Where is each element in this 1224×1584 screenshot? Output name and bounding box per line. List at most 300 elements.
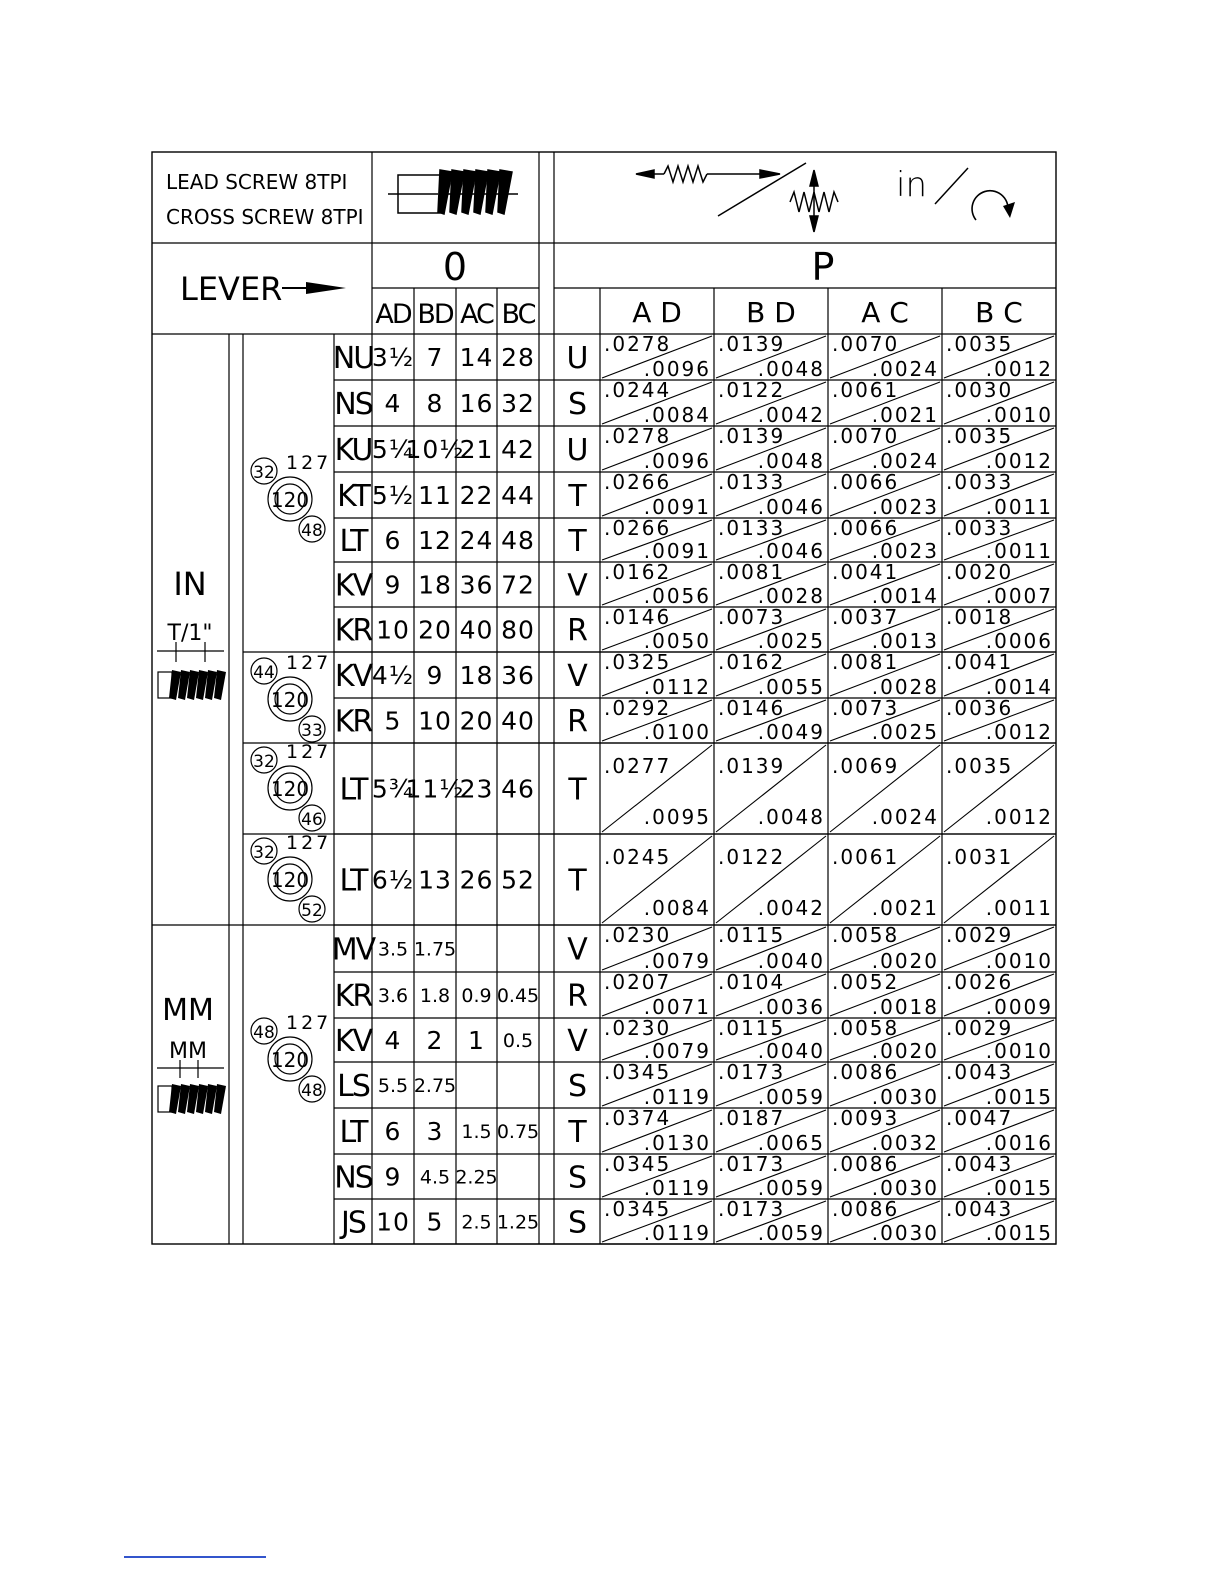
feed-longitudinal: .0018 [946,605,1014,629]
o-value: 9 [426,661,444,690]
feed-cross: .0020 [871,1039,939,1063]
o-value: 3.6 [377,985,409,1007]
o-value: 4 [384,389,402,418]
feed-longitudinal: .0122 [718,845,786,869]
row-code: NU [332,341,374,376]
revolution-icon [972,191,1015,220]
feed-cross: .0015 [985,1085,1053,1109]
feed-cross: .0015 [985,1176,1053,1200]
row-code: MV [331,932,375,968]
row-code: JS [341,1205,365,1241]
feed-cross: .0030 [871,1221,939,1245]
p-letter: S [567,1205,588,1241]
o-value: 9 [384,570,402,600]
feed-longitudinal: .0104 [718,970,786,994]
o-value: 3.5 [377,938,409,961]
lever-label: LEVER [180,270,283,308]
o-value: 14 [459,343,494,372]
feed-longitudinal: .0093 [832,1106,900,1130]
feed-cross: .0100 [643,720,711,744]
feed-cross: .0023 [871,539,939,563]
feed-cross: .0014 [985,675,1053,699]
o-value: 10 [376,615,410,645]
feed-cross: .0059 [757,1221,825,1245]
feed-longitudinal: .0245 [604,845,672,869]
p-column-header: B C [975,296,1023,329]
feed-longitudinal: .0115 [718,923,786,947]
cross-screw-label: CROSS SCREW 8TPI [166,205,364,229]
o-value: 4.5 [419,1166,451,1189]
feed-longitudinal: .0115 [718,1016,786,1040]
feed-longitudinal: .0041 [946,650,1014,674]
o-value: 0.5 [502,1030,534,1052]
o-value: 1.8 [419,985,451,1007]
feed-cross: .0084 [643,403,711,427]
feed-longitudinal: .0066 [832,516,900,540]
p-letter: R [567,979,588,1014]
feed-cross: .0024 [871,805,939,829]
feed-longitudinal: .0030 [946,378,1014,402]
p-letter: R [567,704,588,740]
feed-longitudinal: .0058 [832,1016,900,1040]
o-value: 6½ [371,865,415,895]
feed-longitudinal: .0073 [832,696,900,720]
feed-cross: .0048 [757,357,825,381]
feed-cross: .0050 [643,629,711,653]
o-value: 8 [426,389,444,418]
o-value: 36 [459,570,494,600]
feed-longitudinal: .0081 [832,650,900,674]
row-code: LT [339,863,367,899]
o-value: 44 [501,481,535,510]
feed-longitudinal: .0133 [718,470,786,494]
feed-cross: .0049 [757,720,825,744]
feed-cross: .0042 [757,896,825,920]
feed-longitudinal: .0081 [718,560,786,584]
o-value: 3½ [371,343,415,372]
o-value: 1.5 [461,1121,492,1143]
feed-cross: .0046 [757,495,825,519]
mm-thread-icon [158,1084,226,1114]
o-value: 3 [426,1117,444,1146]
feed-longitudinal: .0139 [718,754,786,778]
feed-cross: .0030 [871,1176,939,1200]
o-value: 9 [384,1162,402,1192]
o-value: 1.75 [413,938,457,961]
feed-cross: .0015 [985,1221,1053,1245]
row-code: KR [334,613,372,649]
compound-gear-teeth: 127 [286,832,332,854]
p-letter: S [567,387,588,422]
idler-gear-teeth: 120 [270,868,310,892]
feed-cross: .0016 [985,1131,1053,1155]
o-value: 0.45 [496,985,540,1007]
feed-cross: .0012 [985,449,1053,473]
p-letter: T [568,479,587,514]
o-column-header: BC [501,299,535,330]
feed-units-label: in [896,165,927,205]
p-column-header: B D [746,296,796,329]
driven-gear-teeth: 48 [301,1081,323,1101]
gear-train-diagram [251,741,331,831]
feed-longitudinal: .0173 [718,1060,786,1084]
row-code: LS [337,1069,369,1104]
feed-longitudinal: .0146 [604,605,672,629]
feed-cross: .0056 [643,584,711,608]
o-value: 0.9 [461,985,492,1007]
group-p-title: P [811,245,835,289]
feed-cross: .0079 [643,1039,711,1063]
feed-cross: .0021 [871,896,939,920]
driven-gear-teeth: 52 [301,901,323,921]
row-code: KR [334,979,372,1014]
o-value: 36 [501,661,535,690]
driven-gear-teeth: 46 [301,810,323,830]
feed-longitudinal: .0070 [832,332,900,356]
o-value: 32 [501,389,535,418]
gear-train-diagram [251,652,331,742]
feed-longitudinal: .0277 [604,754,672,778]
o-value: 2 [426,1026,444,1055]
row-code: KV [334,1024,372,1059]
feed-longitudinal: .0086 [832,1060,900,1084]
o-value: 5½ [371,481,415,510]
feed-cross: .0046 [757,539,825,563]
p-letter: V [567,568,588,604]
cross-feed-icon [790,170,838,232]
idler-gear-teeth: 120 [270,488,310,512]
feed-cross: .0042 [757,403,825,427]
feed-cross: .0021 [871,403,939,427]
feed-longitudinal: .0069 [832,754,900,778]
feed-cross: .0007 [985,584,1053,608]
feed-cross: .0024 [871,357,939,381]
feed-longitudinal: .0139 [718,332,786,356]
row-code: NS [334,1160,372,1196]
feed-cross: .0096 [643,357,711,381]
feed-longitudinal: .0325 [604,650,672,674]
driven-gear-teeth: 33 [301,721,323,741]
p-letter: U [566,341,589,376]
feed-longitudinal: .0133 [718,516,786,540]
feed-longitudinal: .0035 [946,332,1014,356]
o-value: 22 [459,481,494,510]
inch-unit-label: T/1" [167,621,213,646]
feed-longitudinal: .0162 [718,650,786,674]
feed-longitudinal: .0230 [604,923,672,947]
row-code: KV [334,568,372,604]
o-value: 23 [459,774,494,804]
o-value: 72 [501,570,535,600]
feed-cross: .0011 [985,495,1053,519]
feed-longitudinal: .0035 [946,424,1014,448]
feed-longitudinal: .0036 [946,696,1014,720]
feed-cross: .0025 [871,720,939,744]
o-value: 4½ [371,661,415,690]
thread-icon [388,170,518,214]
p-letter: T [568,863,587,899]
feed-longitudinal: .0086 [832,1197,900,1221]
row-code: KT [337,479,369,514]
feed-longitudinal: .0086 [832,1152,900,1176]
o-value: 21 [459,435,494,464]
feed-cross: .0091 [643,495,711,519]
lead-screw-label: LEAD SCREW 8TPI [166,170,348,194]
feed-longitudinal: .0207 [604,970,672,994]
feed-longitudinal: .0037 [832,605,900,629]
feed-cross: .0011 [985,896,1053,920]
o-value: 0.75 [496,1121,540,1143]
idler-gear-teeth: 120 [270,777,310,801]
row-code: KV [334,659,372,694]
feed-cross: .0024 [871,449,939,473]
gear-train-diagram [251,1012,331,1102]
feed-cross: .0020 [871,949,939,973]
feed-cross: .0032 [871,1131,939,1155]
row-code: KR [334,704,372,740]
row-code: LT [339,1115,367,1150]
p-letter: T [568,1115,587,1150]
feed-longitudinal: .0162 [604,560,672,584]
feed-longitudinal: .0020 [946,560,1014,584]
driver-gear-teeth: 32 [253,752,275,772]
p-letter: S [567,1069,588,1104]
row-code: KU [334,433,372,468]
gear-train-diagram [251,832,331,922]
p-letter: V [567,1024,588,1059]
mm-section-label: MM [162,993,214,1028]
feed-longitudinal: .0070 [832,424,900,448]
o-value: 18 [459,661,494,690]
o-value: 40 [459,615,494,645]
o-value: 18 [418,570,452,600]
feed-longitudinal: .0043 [946,1060,1014,1084]
row-code: LT [339,524,367,559]
o-value: 12 [418,526,452,555]
o-value: 6 [384,526,402,555]
o-value: 24 [459,526,494,555]
feed-longitudinal: .0061 [832,378,900,402]
feed-longitudinal: .0033 [946,470,1014,494]
o-value: 80 [501,615,535,645]
o-value: 20 [459,706,494,736]
longitudinal-feed-icon [636,166,780,182]
feed-cross: .0130 [643,1131,711,1155]
p-letter: T [568,772,587,808]
footer-link-underline [124,1556,266,1558]
feed-longitudinal: .0173 [718,1197,786,1221]
feed-cross: .0048 [757,449,825,473]
compound-gear-teeth: 127 [286,652,332,674]
lever-arrow-icon [282,282,346,294]
feed-cross: .0071 [643,995,711,1019]
feed-cross: .0119 [643,1085,711,1109]
o-value: 28 [501,343,535,372]
driver-gear-teeth: 32 [253,843,275,863]
o-value: 13 [418,865,452,895]
o-value: 5 [426,1207,444,1237]
p-letter: U [566,433,589,468]
feed-cross: .0030 [871,1085,939,1109]
o-value: 5.5 [377,1075,409,1097]
feed-cross: .0010 [985,949,1053,973]
feed-longitudinal: .0043 [946,1197,1014,1221]
table-cells [332,296,1054,1245]
feed-longitudinal: .0031 [946,845,1014,869]
section-labels [157,565,226,1114]
feed-cross: .0091 [643,539,711,563]
compound-gear-teeth: 127 [286,1012,332,1034]
feed-cross: .0028 [757,584,825,608]
o-column-header: BD [417,299,453,330]
p-letter: T [568,524,587,559]
p-column-header: A D [632,296,682,329]
feed-cross: .0059 [757,1176,825,1200]
compound-gear-teeth: 127 [286,452,332,474]
o-value: 42 [501,435,535,464]
feed-cross: .0006 [985,629,1053,653]
feed-cross: .0018 [871,995,939,1019]
o-value: 1 [468,1026,485,1055]
o-column-header: AD [375,299,411,330]
o-value: 40 [501,706,535,736]
o-value: 2.25 [455,1166,498,1189]
feed-cross: .0059 [757,1085,825,1109]
o-value: 46 [501,774,535,804]
feed-cross: .0095 [643,805,711,829]
feed-cross: .0014 [871,584,939,608]
feed-longitudinal: .0026 [946,970,1014,994]
feed-cross: .0023 [871,495,939,519]
gear-diagrams [251,452,331,1102]
o-value: 5¼ [371,435,415,464]
driven-gear-teeth: 48 [301,521,323,541]
feed-longitudinal: .0345 [604,1060,672,1084]
feed-longitudinal: .0073 [718,605,786,629]
feed-cross: .0012 [985,720,1053,744]
feed-longitudinal: .0292 [604,696,672,720]
o-value: 16 [459,389,494,418]
o-value: 4 [384,1026,402,1055]
feed-longitudinal: .0230 [604,1016,672,1040]
feed-cross: .0119 [643,1176,711,1200]
feed-longitudinal: .0043 [946,1152,1014,1176]
driver-gear-teeth: 48 [253,1023,275,1043]
per-rev-divider [935,168,968,204]
driver-gear-teeth: 32 [253,463,275,483]
feed-longitudinal: .0374 [604,1106,672,1130]
o-value: 1.25 [496,1211,540,1234]
p-letter: R [567,613,588,649]
p-column-header: A C [861,296,909,329]
o-value: 2.75 [413,1075,457,1097]
feed-cross: .0112 [643,675,711,699]
feed-longitudinal: .0052 [832,970,900,994]
feed-longitudinal: .0041 [832,560,900,584]
feed-longitudinal: .0035 [946,754,1014,778]
feed-longitudinal: .0122 [718,378,786,402]
feed-longitudinal: .0345 [604,1152,672,1176]
o-value: 5 [384,706,402,736]
o-column-header: AC [460,299,493,330]
feed-longitudinal: .0139 [718,424,786,448]
feed-cross: .0025 [757,629,825,653]
feed-longitudinal: .0058 [832,923,900,947]
o-value: 6 [384,1117,402,1146]
o-value: 5¾ [371,774,415,804]
feed-longitudinal: .0029 [946,1016,1014,1040]
feed-cross: .0009 [985,995,1053,1019]
p-letter: V [567,932,588,968]
feed-longitudinal: .0066 [832,470,900,494]
feed-longitudinal: .0266 [604,470,672,494]
feed-cross: .0010 [985,1039,1053,1063]
feed-longitudinal: .0033 [946,516,1014,540]
driver-gear-teeth: 44 [253,663,275,683]
feed-longitudinal: .0187 [718,1106,786,1130]
o-value: 48 [501,526,535,555]
feed-cross: .0055 [757,675,825,699]
feed-longitudinal: .0146 [718,696,786,720]
feed-longitudinal: .0244 [604,378,672,402]
idler-gear-teeth: 120 [270,1048,310,1072]
o-value: 10 [418,706,452,736]
o-value: 11½ [405,774,465,804]
row-code: NS [334,387,372,422]
o-value: 11 [418,481,452,510]
o-value: 10½ [405,435,465,464]
feed-longitudinal: .0029 [946,923,1014,947]
feed-cross: .0011 [985,539,1053,563]
o-value: 52 [501,865,535,895]
group-o-title: 0 [442,245,468,289]
feed-longitudinal: .0061 [832,845,900,869]
inch-section-label: IN [173,565,207,603]
feed-longitudinal: .0266 [604,516,672,540]
feed-cross: .0084 [643,896,711,920]
feed-longitudinal: .0278 [604,332,672,356]
feed-cross: .0079 [643,949,711,973]
feed-cross: .0119 [643,1221,711,1245]
feed-longitudinal: .0047 [946,1106,1014,1130]
mm-unit-label: MM [169,1039,207,1064]
row-code: LT [339,772,367,808]
idler-gear-teeth: 120 [270,688,310,712]
p-letter: S [567,1160,588,1196]
o-value: 7 [426,343,444,372]
feed-cross: .0040 [757,1039,825,1063]
feed-cross: .0028 [871,675,939,699]
feed-cross: .0048 [757,805,825,829]
o-value: 2.5 [461,1211,492,1234]
feed-cross: .0096 [643,449,711,473]
feed-cross: .0012 [985,357,1053,381]
feed-longitudinal: .0173 [718,1152,786,1176]
feed-cross: .0013 [871,629,939,653]
o-value: 26 [459,865,494,895]
o-value: 10 [376,1207,410,1237]
feed-cross: .0010 [985,403,1053,427]
inch-thread-icon [158,670,226,700]
feed-cross: .0065 [757,1131,825,1155]
gear-train-diagram [251,452,331,542]
feed-cross: .0036 [757,995,825,1019]
feed-longitudinal: .0345 [604,1197,672,1221]
o-value: 20 [418,615,452,645]
p-letter: V [567,659,588,694]
feed-cross: .0040 [757,949,825,973]
feed-cross: .0012 [985,805,1053,829]
